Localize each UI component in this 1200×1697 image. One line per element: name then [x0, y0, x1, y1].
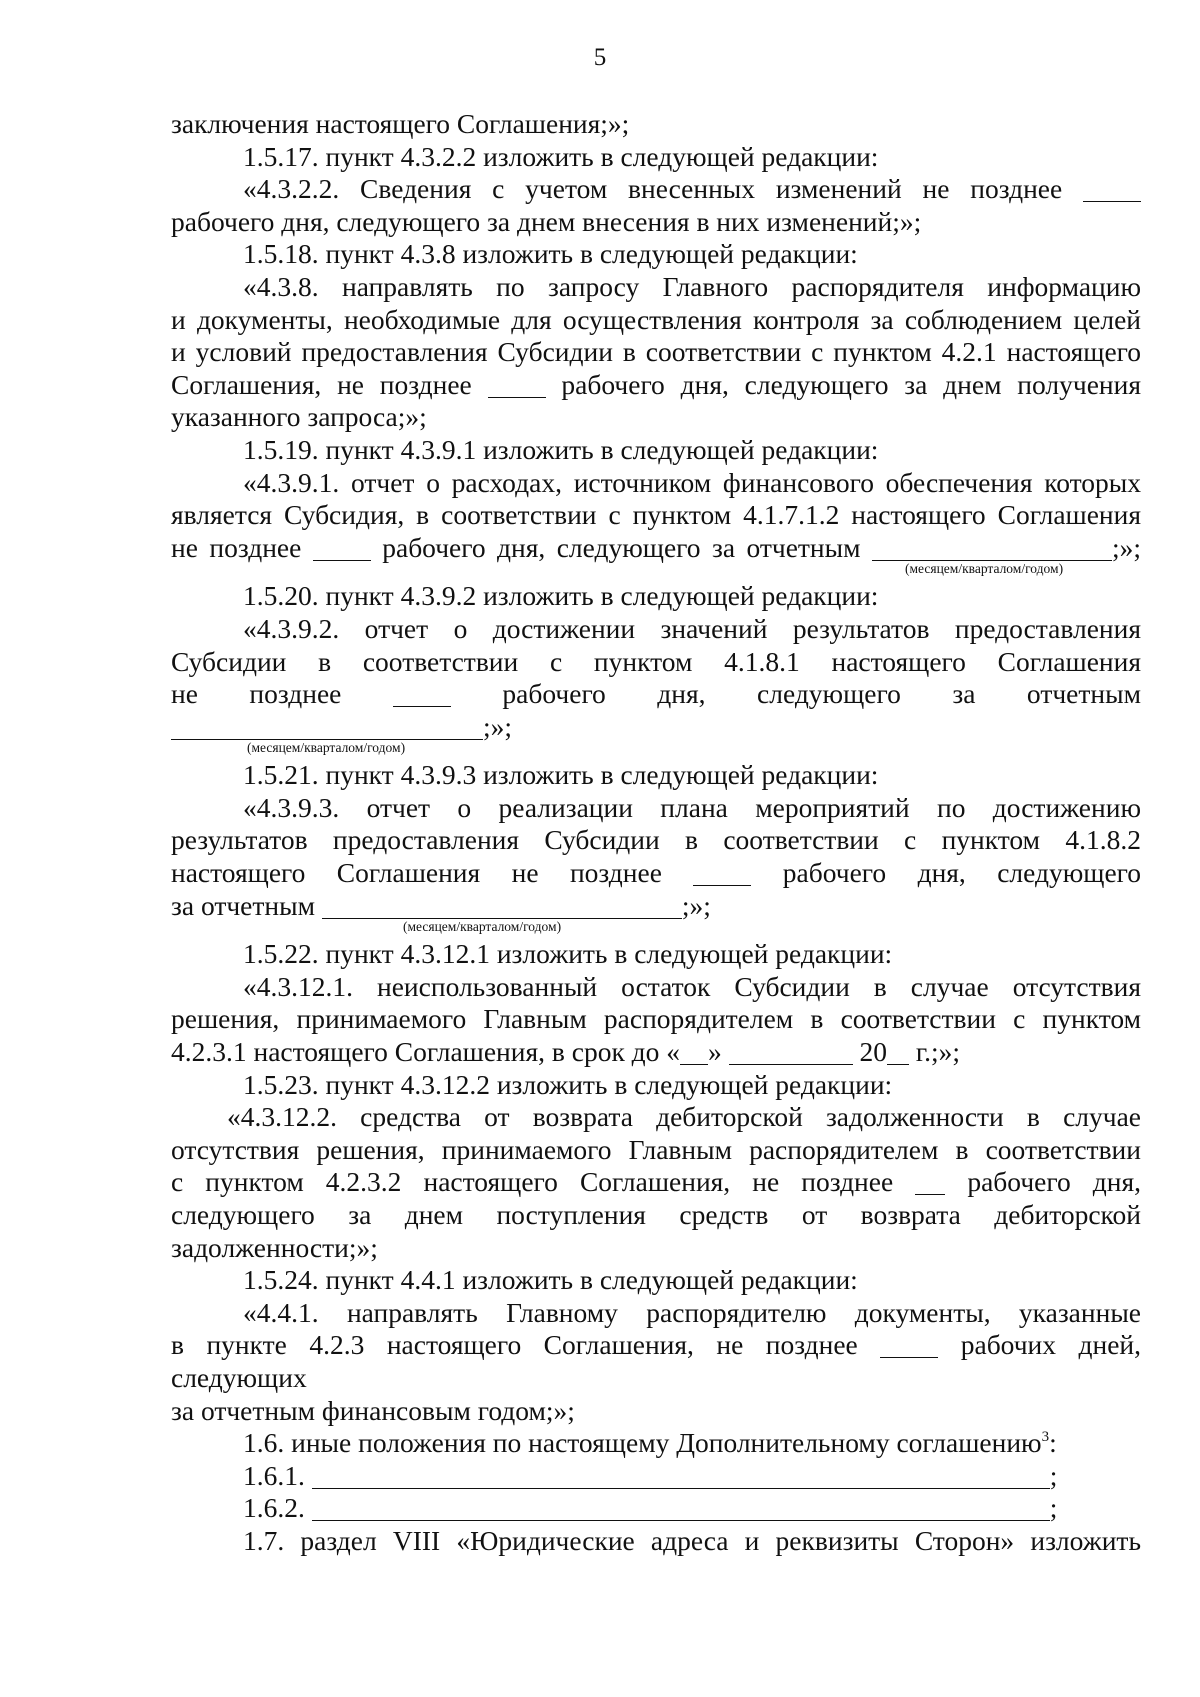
- text-line: 1.5.24. пункт 4.4.1 изложить в следующей редакции:: [243, 1264, 858, 1296]
- text-line: «4.3.8. направлять по запросу Главного распорядителя информацию: [243, 270, 1141, 302]
- text-line: 1.7. раздел VIII «Юридические адреса и реквизиты Сторон» изложить: [243, 1524, 1141, 1556]
- fill-blank: [872, 536, 1112, 561]
- text-line: [171, 1329, 1141, 1362]
- fill-blank: [693, 861, 751, 886]
- text-fragment: ;»;: [681, 889, 711, 921]
- text-line: [171, 711, 1141, 744]
- text-line: является Субсидия, в соответствии с пунктом 4.1.7.1.2 настоящего Соглашения: [171, 499, 1141, 531]
- caption-line: [171, 561, 1141, 580]
- text-fragment: »: [708, 1036, 722, 1068]
- text-line: рабочего дня, следующего за днем внесения в них изменений;»;: [171, 205, 922, 237]
- text-fragment: 4.2.3.1 настоящего Соглашения, в срок до «: [171, 1036, 681, 1068]
- text-line: отсутствия решения, принимаемого Главным распорядителем в соответствии: [171, 1133, 1141, 1165]
- text-fragment: рабочего дня, следующего за отчетным: [502, 678, 1141, 710]
- text-fragment: рабочего дня, следующего: [782, 857, 1142, 889]
- text-line: следующего за днем поступления средств от возврата дебиторской: [171, 1199, 1141, 1230]
- text-fragment: настоящего Соглашения не позднее: [171, 857, 662, 889]
- text-line: «4.3.12.2. средства от возврата дебиторской задолженности в случае: [227, 1101, 1141, 1133]
- fill-blank: [1083, 177, 1141, 202]
- blank-caption: (месяцем/кварталом/годом): [403, 919, 562, 935]
- text-fragment: 1.6.2.: [243, 1492, 305, 1524]
- fill-blank: [312, 1496, 1050, 1521]
- text-line: результатов предоставления Субсидии в соответствии с пунктом 4.1.8.2: [171, 824, 1141, 856]
- blank-caption: (месяцем/кварталом/годом): [247, 740, 406, 756]
- text-line: [171, 1460, 1141, 1493]
- text-fragment: Соглашения, не позднее: [171, 368, 472, 400]
- text-line: [171, 678, 1141, 711]
- text-line: 1.5.20. пункт 4.3.9.2 изложить в следующей редакции:: [243, 580, 879, 612]
- text-fragment: рабочего дня, следующего за отчетным: [382, 531, 861, 563]
- text-fragment: 20: [859, 1036, 888, 1068]
- text-line: [171, 857, 1141, 890]
- text-fragment: г.;»;: [915, 1036, 961, 1068]
- fill-blank: [729, 1040, 853, 1065]
- text-fragment: рабочего дня,: [967, 1166, 1142, 1198]
- text-line: «4.3.9.1. отчет о расходах, источником финансового обеспечения которых: [243, 466, 1141, 498]
- text-line: следующих: [171, 1361, 307, 1393]
- text-line: указанного запроса;»;: [171, 401, 427, 433]
- text-line: «4.4.1. направлять Главному распорядителю документы, указанные: [243, 1296, 1141, 1328]
- fill-blank: [322, 894, 682, 919]
- text-line: [171, 1036, 1141, 1069]
- text-line: 1.5.17. пункт 4.3.2.2 изложить в следующей редакции:: [243, 140, 879, 172]
- text-line: Субсидии в соответствии с пунктом 4.1.8.1 настоящего Соглашения: [171, 645, 1141, 677]
- text-fragment: 1.6.1.: [243, 1459, 305, 1491]
- text-line: «4.3.9.3. отчет о реализации плана мероприятий по достижению: [243, 791, 1141, 823]
- text-fragment: в пункте 4.2.3 настоящего Соглашения, не позднее: [171, 1329, 858, 1361]
- text-line: [171, 1492, 1141, 1525]
- text-line: [171, 532, 1141, 565]
- text-fragment: рабочих дней,: [960, 1329, 1142, 1361]
- text-fragment: не позднее: [171, 531, 302, 563]
- text-line: [171, 173, 1141, 206]
- blank-caption: (месяцем/кварталом/годом): [905, 561, 1064, 577]
- page-number: 5: [593, 44, 607, 71]
- text-fragment: «4.3.2.2. Сведения с учетом внесенных изменений не позднее: [243, 173, 1063, 205]
- fill-blank: [887, 1040, 909, 1065]
- text-line: [171, 890, 1141, 923]
- footnote-mark: 3: [1041, 1429, 1050, 1446]
- fill-blank: [313, 536, 371, 561]
- text-fragment: рабочего дня, следующего за днем получения: [561, 368, 1142, 400]
- text-line: 1.5.21. пункт 4.3.9.3 изложить в следующей редакции:: [243, 759, 879, 791]
- fill-blank: [488, 373, 546, 398]
- text-fragment: 1.6. иные положения по настоящему Дополнительному соглашению: [243, 1427, 1042, 1459]
- fill-blank: [680, 1040, 708, 1065]
- text-line: и документы, необходимые для осуществления контроля за соблюдением целей: [171, 303, 1141, 335]
- text-fragment: ;»;: [483, 710, 513, 742]
- text-line: задолженности;»;: [171, 1231, 378, 1263]
- text-line: 1.5.22. пункт 4.3.12.1 изложить в следующей редакции:: [243, 938, 893, 970]
- text-fragment: ;: [1049, 1492, 1058, 1524]
- text-fragment: с пунктом 4.2.3.2 настоящего Соглашения, не позднее: [171, 1166, 894, 1198]
- text-line: «4.3.9.2. отчет о достижении значений результатов предоставления: [243, 612, 1141, 644]
- caption-line: [171, 919, 1141, 938]
- text-line: 1.5.19. пункт 4.3.9.1 изложить в следующей редакции:: [243, 433, 879, 465]
- text-line: за отчетным финансовым годом;»;: [171, 1394, 575, 1426]
- text-line: и условий предоставления Субсидии в соответствии с пунктом 4.2.1 настоящего: [171, 336, 1141, 368]
- text-line: заключения настоящего Соглашения;»;: [171, 108, 630, 139]
- fill-blank: [312, 1464, 1050, 1489]
- text-line: 1.5.23. пункт 4.3.12.2 изложить в следующей редакции:: [243, 1068, 893, 1100]
- text-line: решения, принимаемого Главным распорядителем в соответствии с пунктом: [171, 1003, 1141, 1035]
- text-line: [171, 369, 1141, 402]
- fill-blank: [880, 1333, 938, 1358]
- text-fragment: ;: [1049, 1459, 1058, 1491]
- text-fragment: за отчетным: [171, 889, 315, 921]
- fill-blank: [915, 1170, 945, 1195]
- caption-line: [171, 740, 1141, 759]
- text-line: [171, 1166, 1141, 1199]
- document-body: [171, 108, 1141, 1558]
- text-fragment: [872, 532, 1141, 563]
- fill-blank: [171, 715, 483, 740]
- fill-blank: [393, 682, 451, 707]
- text-fragment: :: [1049, 1427, 1057, 1459]
- text-fragment: ;»;: [1111, 531, 1142, 563]
- text-line: «4.3.12.1. неиспользованный остаток Субсидии в случае отсутствия: [243, 970, 1141, 1002]
- text-line: 1.5.18. пункт 4.3.8 изложить в следующей редакции:: [243, 238, 858, 270]
- text-line: [171, 1427, 1141, 1460]
- text-fragment: не позднее: [171, 678, 342, 710]
